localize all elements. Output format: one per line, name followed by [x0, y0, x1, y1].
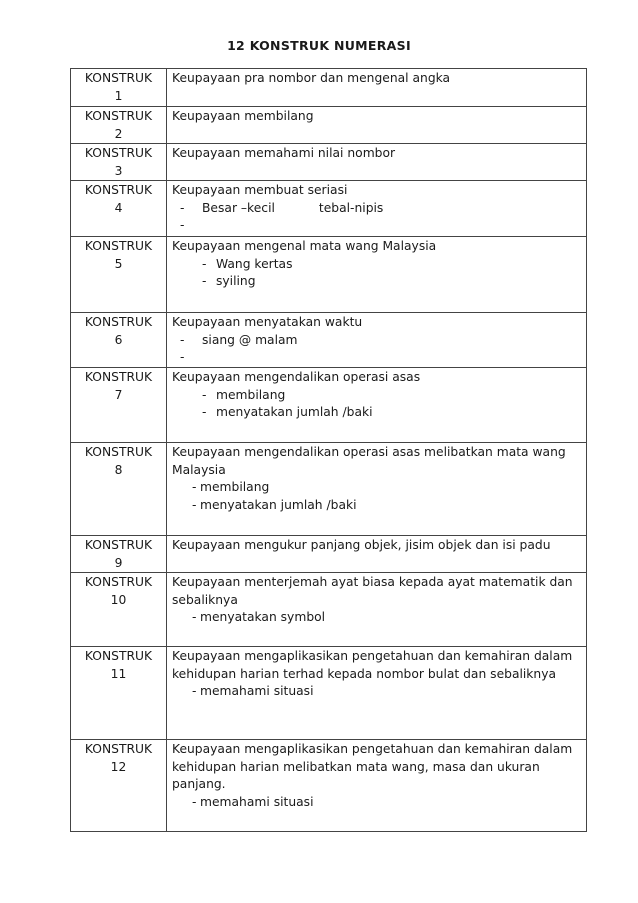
konstruk-description-cell: [167, 237, 587, 313]
konstruk-label-cell: [71, 536, 167, 573]
konstruk-label: KONSTRUK: [84, 575, 153, 589]
konstruk-description-cell: [167, 368, 587, 443]
konstruk-subitem: [172, 794, 582, 812]
konstruk-description: Keupayaan mengenal mata wang Malaysia: [172, 239, 437, 253]
konstruk-label: KONSTRUK: [84, 445, 153, 459]
konstruk-description: Keupayaan menyatakan waktu: [172, 315, 363, 329]
konstruk-description: Keupayaan mengaplikasikan pengetahuan dan kemahiran dalam kehidupan harian melibatkan mata wang, masa dan ukuran panjang.: [172, 742, 573, 791]
konstruk-description-cell: [167, 740, 587, 832]
konstruk-description-cell: [167, 181, 587, 237]
subitem-text: membilang: [216, 387, 286, 402]
dash-bullet: -: [180, 200, 185, 215]
konstruk-description-cell: [167, 536, 587, 573]
konstruk-label: KONSTRUK: [84, 649, 153, 663]
konstruk-label: KONSTRUK: [84, 146, 153, 160]
subitem-text: Wang kertas: [216, 256, 293, 271]
konstruk-description: Keupayaan pra nombor dan mengenal angka: [172, 71, 451, 85]
table-row: [71, 313, 587, 368]
konstruk-label: KONSTRUK: [84, 742, 153, 756]
table-row: [71, 237, 587, 313]
table-row: [71, 69, 587, 107]
table-row: [71, 181, 587, 237]
konstruk-subitem: [172, 683, 582, 701]
konstruk-subitem: [172, 349, 582, 367]
konstruk-subitem: [172, 332, 582, 350]
konstruk-description-cell: [167, 107, 587, 144]
table-row: [71, 536, 587, 573]
table-row: [71, 573, 587, 647]
table-row: [71, 107, 587, 144]
konstruk-number: 2: [114, 126, 123, 141]
dash-bullet: -: [192, 684, 197, 698]
subitem-text: memahami situasi: [200, 684, 314, 698]
konstruk-subitem: [172, 497, 582, 515]
table-row: [71, 647, 587, 740]
konstruk-label-cell: [71, 368, 167, 443]
subitem-text: Besar –kecil: [202, 200, 275, 215]
konstruk-description: Keupayaan mengaplikasikan pengetahuan dan kemahiran dalam kehidupan harian terhad kepada nombor bulat dan sebaliknya: [172, 649, 573, 681]
konstruk-number: 12: [110, 759, 127, 774]
subitem-text: syiling: [216, 274, 256, 288]
konstruk-subitem: [172, 217, 582, 235]
konstruk-number: 7: [114, 387, 123, 402]
table-row: [71, 368, 587, 443]
konstruk-description: Keupayaan mengendalikan operasi asas melibatkan mata wang Malaysia: [172, 445, 566, 477]
konstruk-number: 4: [114, 200, 123, 215]
konstruk-label: KONSTRUK: [84, 239, 153, 253]
konstruk-label-cell: [71, 144, 167, 181]
konstruk-number: 11: [110, 666, 127, 681]
subitem-text: memahami situasi: [200, 794, 314, 809]
konstruk-subitem: [172, 256, 582, 274]
dash-bullet: -: [192, 610, 197, 624]
konstruk-number: 1: [114, 88, 123, 103]
subitem-text: membilang: [200, 480, 270, 494]
subitem-text: menyatakan symbol: [200, 610, 326, 624]
konstruk-subitem: [172, 273, 582, 291]
dash-bullet: -: [202, 405, 207, 419]
subitem-text: menyatakan jumlah /baki: [216, 405, 373, 419]
konstruk-number: 6: [114, 332, 123, 347]
konstruk-label-cell: [71, 443, 167, 536]
konstruk-number: 10: [110, 592, 127, 607]
dash-bullet: -: [192, 497, 197, 512]
konstruk-description-cell: [167, 647, 587, 740]
subitem-text: menyatakan jumlah /baki: [200, 497, 357, 512]
table-row: [71, 443, 587, 536]
konstruk-subitem: [172, 404, 582, 422]
dash-bullet: -: [180, 350, 185, 364]
konstruk-subitem: [172, 200, 582, 218]
dash-bullet: -: [192, 480, 197, 494]
konstruk-table: [70, 68, 587, 832]
konstruk-number: 5: [114, 256, 123, 271]
subitem-extra-text: tebal-nipis: [318, 200, 384, 215]
konstruk-number: 3: [114, 163, 123, 178]
konstruk-description: Keupayaan membuat seriasi: [172, 183, 348, 197]
konstruk-description: Keupayaan menterjemah ayat biasa kepada ayat matematik dan sebaliknya: [172, 575, 573, 607]
konstruk-label: KONSTRUK: [84, 370, 153, 384]
konstruk-description: Keupayaan membilang: [172, 109, 314, 123]
konstruk-description: Keupayaan mengendalikan operasi asas: [172, 370, 421, 384]
konstruk-description-cell: [167, 573, 587, 647]
table-row: [71, 740, 587, 832]
konstruk-label: KONSTRUK: [84, 315, 153, 329]
dash-bullet: -: [192, 794, 197, 809]
konstruk-label-cell: [71, 647, 167, 740]
konstruk-label: KONSTRUK: [84, 71, 153, 85]
table-row: [71, 144, 587, 181]
konstruk-description: Keupayaan mengukur panjang objek, jisim objek dan isi padu: [172, 538, 551, 552]
subitem-text: siang @ malam: [202, 332, 298, 347]
dash-bullet: -: [202, 387, 207, 402]
konstruk-label-cell: [71, 573, 167, 647]
konstruk-subitem: [172, 387, 582, 405]
konstruk-description-cell: [167, 69, 587, 107]
dash-bullet: -: [202, 256, 207, 271]
konstruk-label: KONSTRUK: [84, 538, 153, 552]
page-title: 12 KONSTRUK NUMERASI: [227, 38, 411, 53]
konstruk-label: KONSTRUK: [84, 109, 153, 123]
konstruk-description: Keupayaan memahami nilai nombor: [172, 146, 396, 160]
konstruk-label-cell: [71, 313, 167, 368]
konstruk-number: 9: [114, 555, 123, 570]
konstruk-subitem: [172, 479, 582, 497]
konstruk-label-cell: [71, 69, 167, 107]
konstruk-label-cell: [71, 740, 167, 832]
konstruk-label-cell: [71, 107, 167, 144]
konstruk-description-cell: [167, 144, 587, 181]
dash-bullet: -: [180, 218, 185, 232]
konstruk-number: 8: [114, 462, 123, 477]
konstruk-description-cell: [167, 313, 587, 368]
dash-bullet: -: [202, 274, 207, 288]
dash-bullet: -: [180, 332, 185, 347]
konstruk-label-cell: [71, 237, 167, 313]
konstruk-description-cell: [167, 443, 587, 536]
konstruk-label: KONSTRUK: [84, 183, 153, 197]
konstruk-subitem: [172, 609, 582, 627]
konstruk-label-cell: [71, 181, 167, 237]
